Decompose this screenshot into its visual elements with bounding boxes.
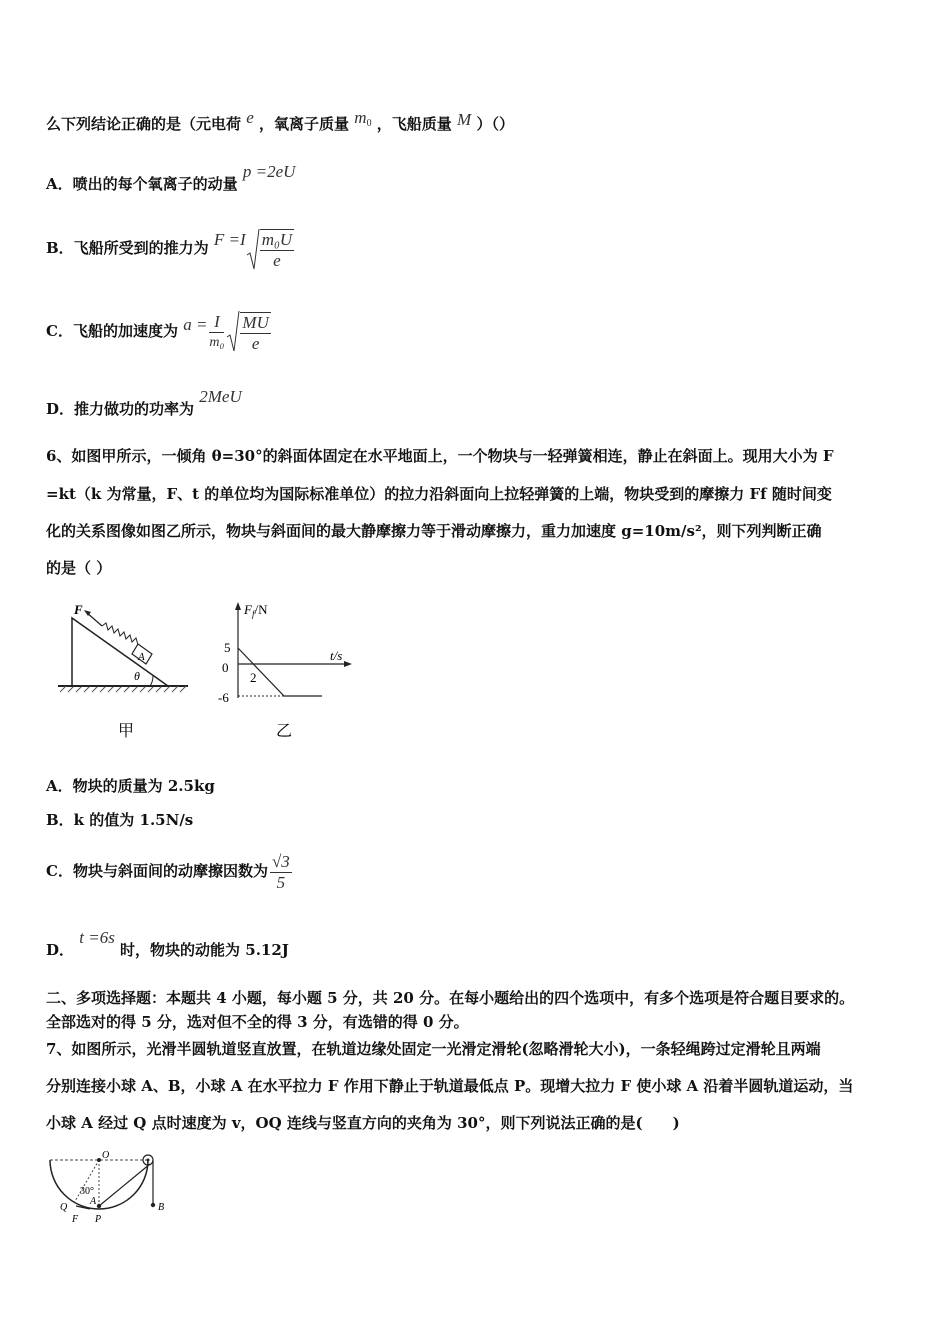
label-f: F xyxy=(74,602,83,617)
figure-yi xyxy=(210,598,360,748)
q5-option-d xyxy=(46,387,242,419)
q6-stem-line1: 6、如图甲所示，一倾角 θ=30°的斜面体固定在水平地面上，一个物块与一轻弹簧相连，静止在斜面上。现用大小为 F xyxy=(46,447,834,465)
q7-stem-line2: 分别连接小球 A、B，小球 A 在水平拉力 F 作用下静止于轨道最低点 P。现增大拉力 F 使小球 A 沿着半圆轨道运动，当 xyxy=(46,1077,854,1095)
q5-m0-symbol xyxy=(354,108,371,127)
q5-option-b-sqrt xyxy=(246,227,294,271)
label-a: A xyxy=(138,651,145,663)
q5-option-c xyxy=(46,308,271,355)
rope-a xyxy=(99,1164,150,1206)
tick-5: 5 xyxy=(224,640,231,655)
q6-option-c-frac xyxy=(270,852,292,893)
q5-m0-sub: 0 xyxy=(366,118,372,129)
q5-e-symbol: e xyxy=(246,108,254,127)
q6-option-d xyxy=(46,928,289,960)
q5-option-b-num: m₀U xyxy=(261,230,293,250)
q5-option-d-label: D．推力做功的功率为 xyxy=(46,400,195,418)
q7-stem-line1: 7、如图所示，光滑半圆轨道竖直放置，在轨道边缘处固定一光滑定滑轮(忽略滑轮大小)，一条轻绳跨过定滑轮且两端 xyxy=(46,1040,821,1058)
q5-option-b-lhs: F =I xyxy=(213,230,246,249)
x-axis-arrow xyxy=(344,661,352,667)
q6-option-d-rest: 时，物块的动能为 5.12J xyxy=(120,941,289,959)
q5-option-b-label: B．飞船所受到的推力为 xyxy=(46,239,209,257)
section2-header-line1: 二、多项选择题：本题共 4 小题，每小题 5 分，共 20 分。在每小题给出的四个选项中，有多个选项是符合题目要求的。 xyxy=(46,989,855,1007)
q5-m0: m xyxy=(354,108,367,127)
x-axis-label: t/s xyxy=(330,648,343,663)
caption-jia: 甲 xyxy=(118,723,135,740)
q5-end: ）（） xyxy=(476,115,514,133)
spring xyxy=(102,623,138,645)
y-axis-label: $F_f/N$ xyxy=(244,602,268,619)
y-axis-arrow xyxy=(235,602,241,610)
figure-jia xyxy=(56,598,196,748)
q5-option-a-label: A．喷出的每个氧离子的动量 xyxy=(46,175,238,193)
q5-option-b xyxy=(46,226,294,271)
ball-b xyxy=(151,1203,155,1207)
point-o xyxy=(97,1158,101,1162)
q5-option-a-math: p =2eU xyxy=(242,162,296,181)
q6-stem-line4: 的是（ ） xyxy=(46,559,112,577)
q5-stem xyxy=(46,108,514,140)
q6-option-d-math: t =6s xyxy=(79,928,115,947)
q6-option-a: A．物块的质量为 2.5kg xyxy=(46,777,215,795)
section2-header-line2: 全部选对的得 5 分，选对但不全的得 3 分，有选错的得 0 分。 xyxy=(46,1013,469,1031)
q5-option-c-inner xyxy=(240,312,270,354)
q6-option-c xyxy=(46,846,294,896)
q5-mid1: ，氧离子质量 xyxy=(259,115,350,133)
label-theta: θ xyxy=(134,669,140,683)
q5-option-c-fden: m₀ xyxy=(209,334,225,350)
q6-option-c-num: √3 xyxy=(271,851,290,871)
radical-icon xyxy=(246,227,260,271)
q6-option-c-label: C．物块与斜面间的动摩擦因数为 xyxy=(46,862,268,880)
q5-option-a xyxy=(46,162,296,194)
q5-stem-text: 么下列结论正确的是（元电荷 xyxy=(46,115,242,133)
q6-stem-line2: =kt（k 为常量，F、t 的单位均为国际标准单位）的拉力沿斜面向上拉轻弹簧的上端，物块受到的摩擦力 Ff 随时间变 xyxy=(46,485,832,503)
q5-option-c-frac xyxy=(209,312,224,353)
q5-option-c-fnum: I xyxy=(209,312,224,333)
q7-stem-line3: 小球 A 经过 Q 点时速度为 v，OQ 连线与竖直方向的夹角为 30°，则下列说法正确的是( ) xyxy=(46,1114,680,1132)
q5-mid2: ，飞船质量 xyxy=(376,115,452,133)
label-f: F xyxy=(72,1214,79,1225)
label-q: Q xyxy=(60,1202,68,1213)
caption-yi: 乙 xyxy=(276,723,293,740)
q6-option-b: B．k 的值为 1.5N/s xyxy=(46,811,194,829)
incline-triangle xyxy=(72,618,168,686)
label-a: A xyxy=(90,1196,97,1207)
q5-option-b-den: e xyxy=(273,251,281,271)
ball-a xyxy=(97,1204,101,1208)
label-p: P xyxy=(95,1214,102,1225)
angle-arc xyxy=(150,676,153,686)
label-o: O xyxy=(102,1150,110,1161)
q6-option-c-den: 5 xyxy=(276,872,286,892)
radical-icon xyxy=(226,309,240,353)
tick-neg6: -6 xyxy=(218,690,229,705)
q5-option-d-math: 2MeU xyxy=(199,387,242,406)
label-angle: 30° xyxy=(80,1186,94,1197)
q6-stem-line3: 化的关系图像如图乙所示，物块与斜面间的最大静摩擦力等于滑动摩擦力，重力加速度 g=10m/s²，则下列判断正确 xyxy=(46,522,822,540)
label-b: B xyxy=(158,1202,165,1213)
pulley-axle xyxy=(147,1159,150,1162)
q5-option-c-sqrt xyxy=(226,309,270,355)
q7-figure xyxy=(44,1148,184,1238)
q5-M-symbol: M xyxy=(457,110,472,129)
q5-option-c-num: MU xyxy=(242,313,269,333)
q5-option-b-frac xyxy=(260,229,294,271)
tick-0: 0 xyxy=(222,660,229,675)
q5-option-c-lhs: a = xyxy=(183,315,208,334)
q5-option-c-label: C．飞船的加速度为 xyxy=(46,322,178,340)
tick-2: 2 xyxy=(250,670,257,685)
q6-option-d-label: D． xyxy=(46,941,75,959)
q5-option-c-den: e xyxy=(251,334,260,354)
